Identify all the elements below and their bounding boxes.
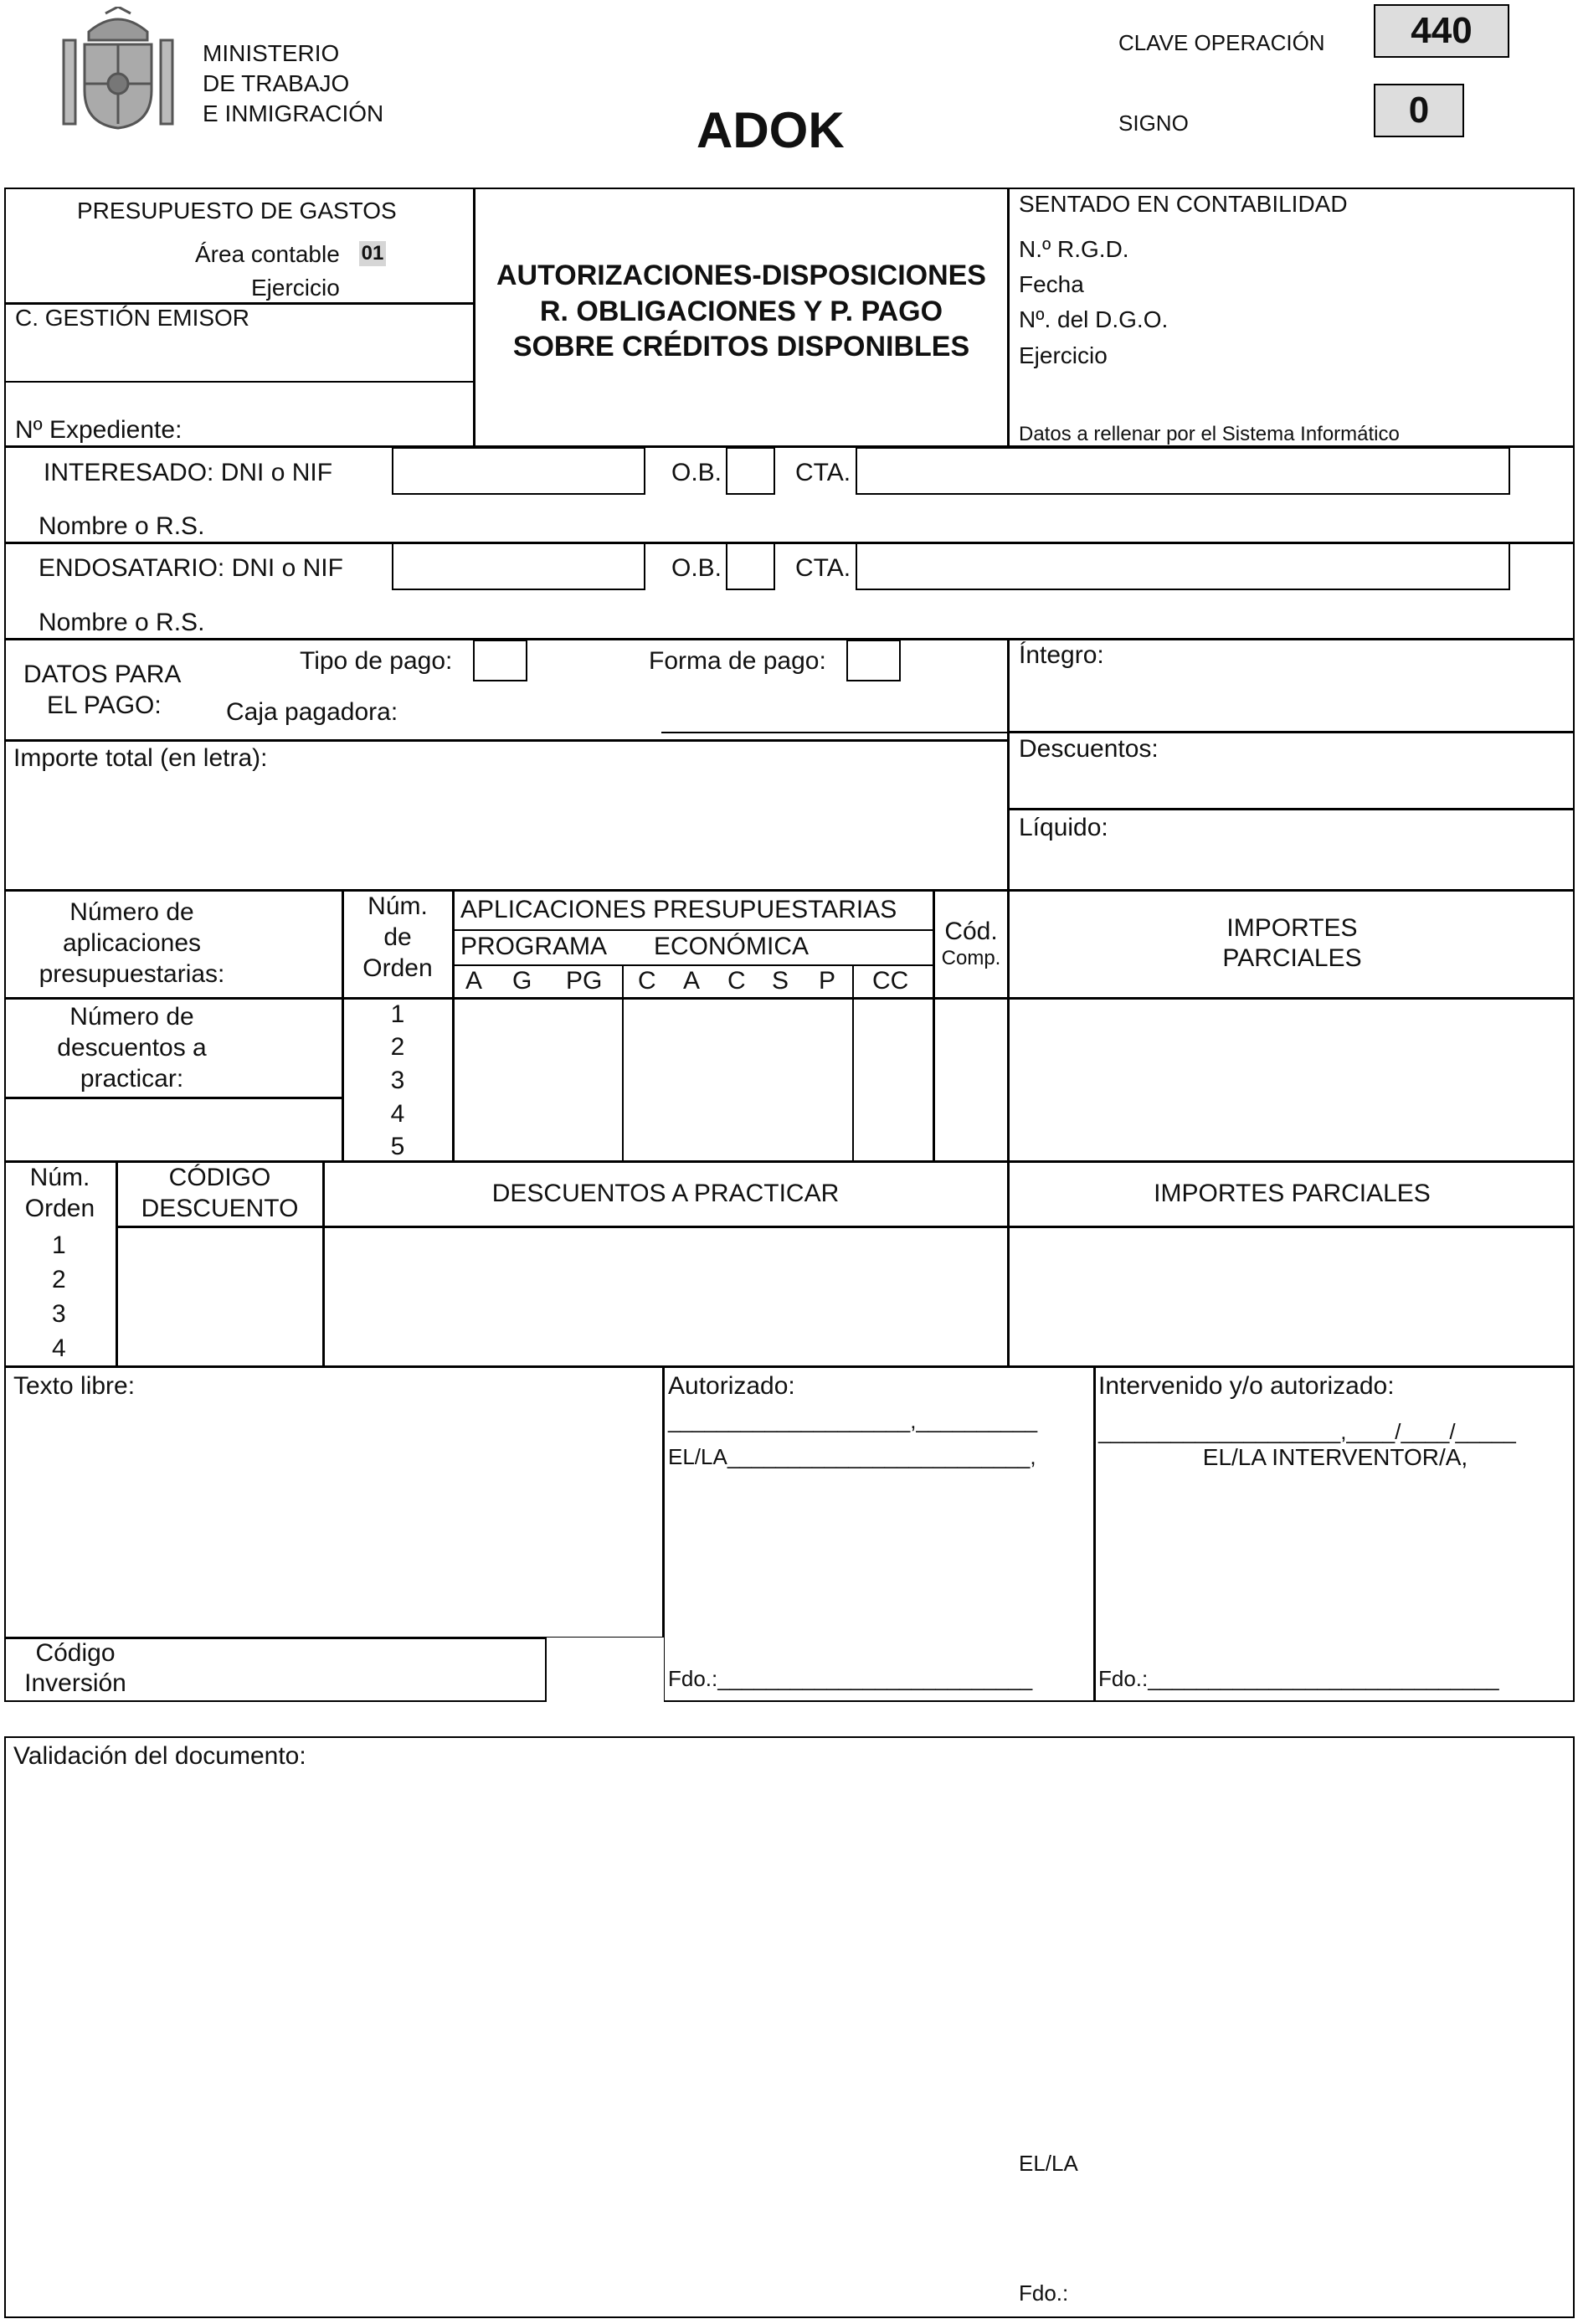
autorizado-role-line: EL/LA_________________________, bbox=[668, 1444, 1036, 1469]
area-contable-value: 01 bbox=[359, 241, 386, 266]
budget-title: PRESUPUESTO DE GASTOS bbox=[77, 198, 397, 224]
dgo-label: Nº. del D.G.O. bbox=[1019, 306, 1169, 332]
tipo-pago-label: Tipo de pago: bbox=[300, 647, 453, 675]
texto-libre-label: Texto libre: bbox=[13, 1372, 136, 1400]
autorizado-place-date-line: ____________________,__________ bbox=[668, 1408, 1038, 1433]
forma-pago-label: Forma de pago: bbox=[649, 647, 826, 675]
discount-order-number: 4 bbox=[52, 1334, 66, 1362]
datos-pago-line-2: EL PAGO: bbox=[47, 692, 162, 719]
endosatario-ob-field[interactable] bbox=[726, 542, 775, 590]
interesado-cta-field[interactable] bbox=[856, 447, 1510, 495]
num-aplicaciones-line-3: presupuestarias: bbox=[39, 960, 225, 988]
clave-operacion-label: CLAVE OPERACIÓN bbox=[1118, 30, 1325, 55]
num-descuentos-line-2: descuentos a bbox=[57, 1034, 207, 1062]
col-g: G bbox=[512, 967, 532, 995]
importes-parciales-line-2: PARCIALES bbox=[1222, 944, 1362, 972]
liquido-label: Líquido: bbox=[1019, 814, 1108, 841]
gestion-emisor-label: C. GESTIÓN EMISOR bbox=[15, 305, 250, 331]
ejercicio-label: Ejercicio bbox=[251, 275, 340, 301]
discount-importes-title: IMPORTES PARCIALES bbox=[1154, 1180, 1431, 1207]
validation-label: Validación del documento: bbox=[13, 1742, 306, 1770]
coat-of-arms-logo bbox=[55, 7, 181, 132]
num-aplicaciones-line-1: Número de bbox=[69, 898, 194, 926]
form-title-line-1: AUTORIZACIONES-DISPOSICIONES bbox=[496, 260, 986, 291]
intervenido-label: Intervenido y/o autorizado: bbox=[1098, 1372, 1395, 1400]
codigo-descuento-line-1: CÓDIGO bbox=[168, 1164, 271, 1191]
interesado-cta-label: CTA. bbox=[795, 459, 851, 486]
col-pg: PG bbox=[566, 967, 603, 995]
autorizado-signature-line: Fdo.:__________________________ bbox=[668, 1666, 1033, 1691]
descuentos-label: Descuentos: bbox=[1019, 735, 1159, 763]
accounting-ejercicio-label: Ejercicio bbox=[1019, 342, 1108, 368]
signo-value: 0 bbox=[1374, 84, 1464, 137]
accounting-title: SENTADO EN CONTABILIDAD bbox=[1019, 191, 1348, 217]
interventor-role-label: EL/LA INTERVENTOR/A, bbox=[1202, 1444, 1468, 1470]
intervenido-signature-line: Fdo.:_____________________________ bbox=[1098, 1666, 1499, 1691]
order-number: 5 bbox=[390, 1133, 405, 1160]
ministry-line-1: MINISTERIO bbox=[203, 40, 340, 66]
col-a2: A bbox=[683, 967, 701, 995]
order-number: 2 bbox=[390, 1033, 405, 1061]
caja-pagadora-label: Caja pagadora: bbox=[226, 698, 398, 726]
clave-operacion-value: 440 bbox=[1374, 4, 1509, 58]
order-number: 4 bbox=[390, 1100, 405, 1128]
endosatario-nif-field[interactable] bbox=[392, 542, 645, 590]
fecha-label: Fecha bbox=[1019, 271, 1084, 297]
col-a: A bbox=[465, 967, 483, 995]
discount-order-number: 2 bbox=[52, 1266, 66, 1293]
signo-label: SIGNO bbox=[1118, 111, 1189, 136]
discount-order-number: 3 bbox=[52, 1300, 66, 1328]
num-descuentos-line-3: practicar: bbox=[80, 1065, 184, 1093]
endosatario-label: ENDOSATARIO: DNI o NIF bbox=[39, 554, 343, 582]
order-number: 1 bbox=[390, 1000, 405, 1028]
codigo-inversion-line-1: Código bbox=[35, 1639, 116, 1667]
codigo-inversion-line-2: Inversión bbox=[24, 1669, 126, 1697]
descuentos-practicar-title: DESCUENTOS A PRACTICAR bbox=[491, 1180, 840, 1207]
aplicaciones-title: APLICACIONES PRESUPUESTARIAS bbox=[460, 896, 897, 923]
importe-total-label: Importe total (en letra): bbox=[13, 744, 268, 772]
col-cc: CC bbox=[872, 967, 909, 995]
interesado-nif-field[interactable] bbox=[392, 447, 645, 495]
form-code: ADOK bbox=[696, 102, 845, 158]
validation-el-la: EL/LA bbox=[1019, 2151, 1078, 2176]
economica-label: ECONÓMICA bbox=[654, 933, 810, 960]
num-orden-line-1: Núm. bbox=[368, 892, 428, 920]
num-orden-line-3: Orden bbox=[362, 954, 433, 982]
area-contable-label: Área contable bbox=[195, 241, 340, 267]
num-orden-line-2: de bbox=[383, 923, 412, 951]
programa-label: PROGRAMA bbox=[460, 933, 608, 960]
order-number: 3 bbox=[390, 1067, 405, 1094]
datos-pago-line-1: DATOS PARA bbox=[23, 661, 182, 688]
ministry-line-2: DE TRABAJO bbox=[203, 70, 350, 96]
ministry-line-3: E INMIGRACIÓN bbox=[203, 100, 384, 126]
validation-fdo: Fdo.: bbox=[1019, 2280, 1069, 2306]
system-note: Datos a rellenar por el Sistema Informático bbox=[1019, 423, 1400, 445]
num-aplicaciones-line-2: aplicaciones bbox=[62, 929, 202, 957]
col-c2: C bbox=[727, 967, 746, 995]
endosatario-cta-label: CTA. bbox=[795, 554, 851, 582]
col-p: P bbox=[819, 967, 836, 995]
codigo-descuento-line-2: DESCUENTO bbox=[141, 1195, 299, 1222]
cod-comp-line-1: Cód. bbox=[944, 918, 998, 945]
col-s: S bbox=[772, 967, 789, 995]
cod-comp-line-2: Comp. bbox=[941, 947, 1001, 969]
intervenido-place-date-line: ____________________,____/____/_____ bbox=[1098, 1419, 1516, 1444]
disc-num-orden-line-2: Orden bbox=[24, 1195, 95, 1222]
codigo-inversion-field[interactable] bbox=[547, 1638, 664, 1702]
rgd-label: N.º R.G.D. bbox=[1019, 236, 1129, 262]
forma-pago-field[interactable] bbox=[846, 640, 901, 681]
integro-label: Íntegro: bbox=[1019, 641, 1104, 669]
form-title-line-2: R. OBLIGACIONES Y P. PAGO bbox=[539, 296, 943, 327]
expediente-label: Nº Expediente: bbox=[15, 416, 182, 444]
interesado-ob-label: O.B. bbox=[671, 459, 722, 486]
importes-parciales-line-1: IMPORTES bbox=[1226, 914, 1358, 942]
autorizado-label: Autorizado: bbox=[668, 1372, 795, 1400]
interesado-nombre-label: Nombre o R.S. bbox=[39, 512, 205, 540]
col-c: C bbox=[638, 967, 656, 995]
endosatario-ob-label: O.B. bbox=[671, 554, 722, 582]
validation-box bbox=[4, 1736, 1575, 2318]
endosatario-nombre-label: Nombre o R.S. bbox=[39, 609, 205, 636]
interesado-label: INTERESADO: DNI o NIF bbox=[44, 459, 333, 486]
disc-num-orden-line-1: Núm. bbox=[29, 1164, 90, 1191]
interesado-ob-field[interactable] bbox=[726, 447, 775, 495]
form-title-line-3: SOBRE CRÉDITOS DISPONIBLES bbox=[512, 331, 970, 362]
endosatario-cta-field[interactable] bbox=[856, 542, 1510, 590]
tipo-pago-field[interactable] bbox=[473, 640, 527, 681]
discount-order-number: 1 bbox=[52, 1231, 66, 1259]
num-descuentos-line-1: Número de bbox=[69, 1003, 194, 1031]
